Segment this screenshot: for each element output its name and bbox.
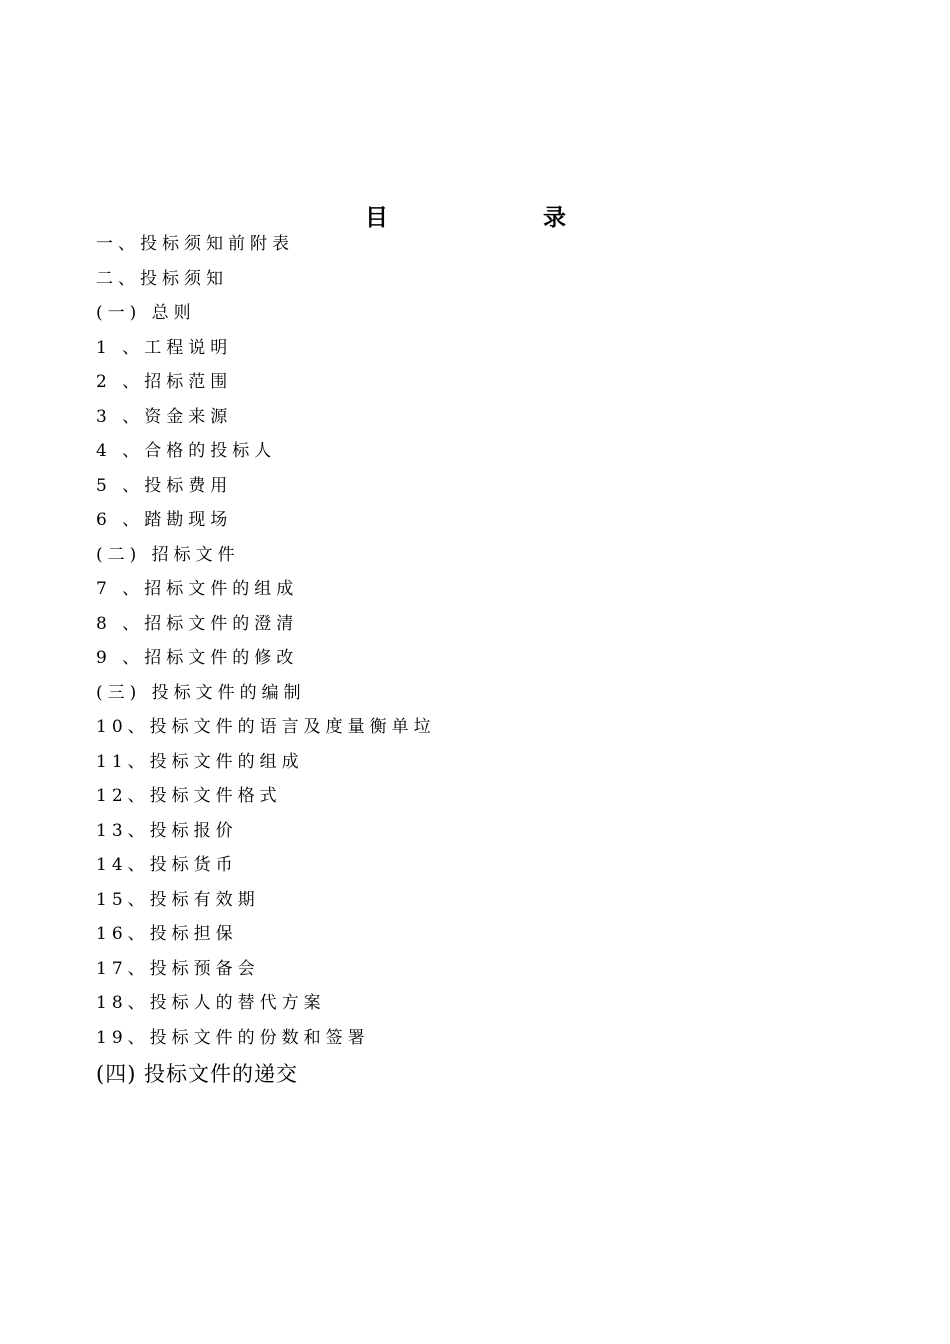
toc-item: 16、投标担保 (96, 924, 238, 944)
toc-item: 6 、踏勘现场 (96, 510, 233, 530)
toc-item: 13、投标报价 (96, 820, 238, 841)
toc-item: 11、投标文件的组成 (96, 751, 304, 772)
toc-item: 7 、招标文件的组成 (96, 579, 299, 599)
toc-item: (三) 投标文件的编制 (96, 682, 306, 703)
toc-item: 9 、招标文件的修改 (96, 648, 299, 668)
toc-item: 3 、资金来源 (96, 406, 233, 427)
toc-item: 4 、合格的投标人 (96, 441, 277, 461)
toc-item: 17、投标预备会 (96, 958, 260, 979)
toc-item: (四) 投标文件的递交 (96, 1062, 299, 1086)
toc-item: 二、投标须知 (96, 268, 228, 289)
toc-item: 12、投标文件格式 (96, 786, 282, 806)
table-of-contents (96, 227, 896, 1093)
toc-item: 8 、招标文件的澄清 (96, 613, 299, 634)
title-char-right: 录 (543, 204, 566, 231)
toc-item: 2 、招标范围 (96, 372, 233, 392)
toc-item: 14、投标货币 (96, 855, 238, 875)
toc-item: 18、投标人的替代方案 (96, 993, 326, 1013)
toc-item: 15、投标有效期 (96, 889, 260, 910)
title-char-left: 目 (365, 204, 388, 231)
toc-item: 一、投标须知前附表 (96, 234, 294, 254)
toc-item: 1 、工程说明 (96, 337, 233, 358)
toc-item: 5 、投标费用 (96, 475, 233, 496)
toc-item: (一) 总则 (96, 303, 196, 323)
toc-item: 10、投标文件的语言及度量衡单垃 (96, 717, 436, 737)
toc-item: 19、投标文件的份数和签署 (96, 1027, 370, 1048)
toc-item: (二) 招标文件 (96, 544, 240, 565)
